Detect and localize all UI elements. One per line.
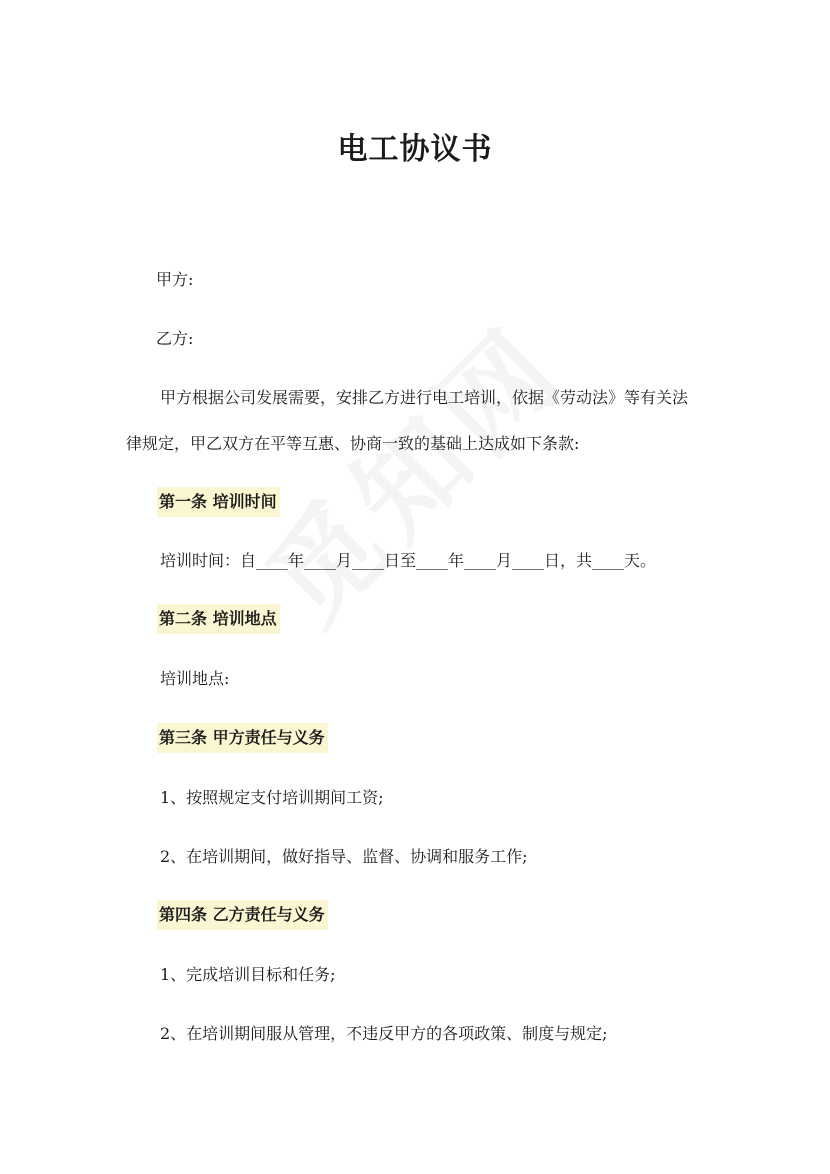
intro-paragraph-line-1: 甲方根据公司发展需要，安排乙方进行电工培训，依据《劳动法》等有关法 (160, 388, 689, 407)
section-4-heading: 第四条 乙方责任与义务 (157, 900, 328, 930)
party-a-label: 甲方: (156, 270, 194, 289)
section-4-item-2: 2、在培训期间服从管理，不违反甲方的各项政策、制度与规定; (160, 1024, 608, 1043)
document-title: 电工协议书 (337, 132, 493, 167)
section-3-heading: 第三条 甲方责任与义务 (157, 723, 328, 753)
intro-paragraph-line-2: 律规定，甲乙双方在平等互惠、协商一致的基础上达成如下条款: (126, 434, 580, 453)
watermark (227, 286, 593, 652)
section-1-heading: 第一条 培训时间 (157, 487, 280, 517)
party-b-label: 乙方: (156, 329, 194, 348)
section-3-item-2: 2、在培训期间，做好指导、监督、协调和服务工作; (160, 847, 528, 866)
section-2-heading: 第二条 培训地点 (157, 604, 280, 634)
section-4-item-1: 1、完成培训目标和任务; (160, 965, 336, 984)
section-2-text: 培训地点: (160, 669, 230, 688)
section-1-text: 培训时间：自____年____月____日至____年____月____日，共____天。 (160, 551, 657, 570)
section-3-item-1: 1、按照规定支付培训期间工资; (160, 788, 384, 807)
